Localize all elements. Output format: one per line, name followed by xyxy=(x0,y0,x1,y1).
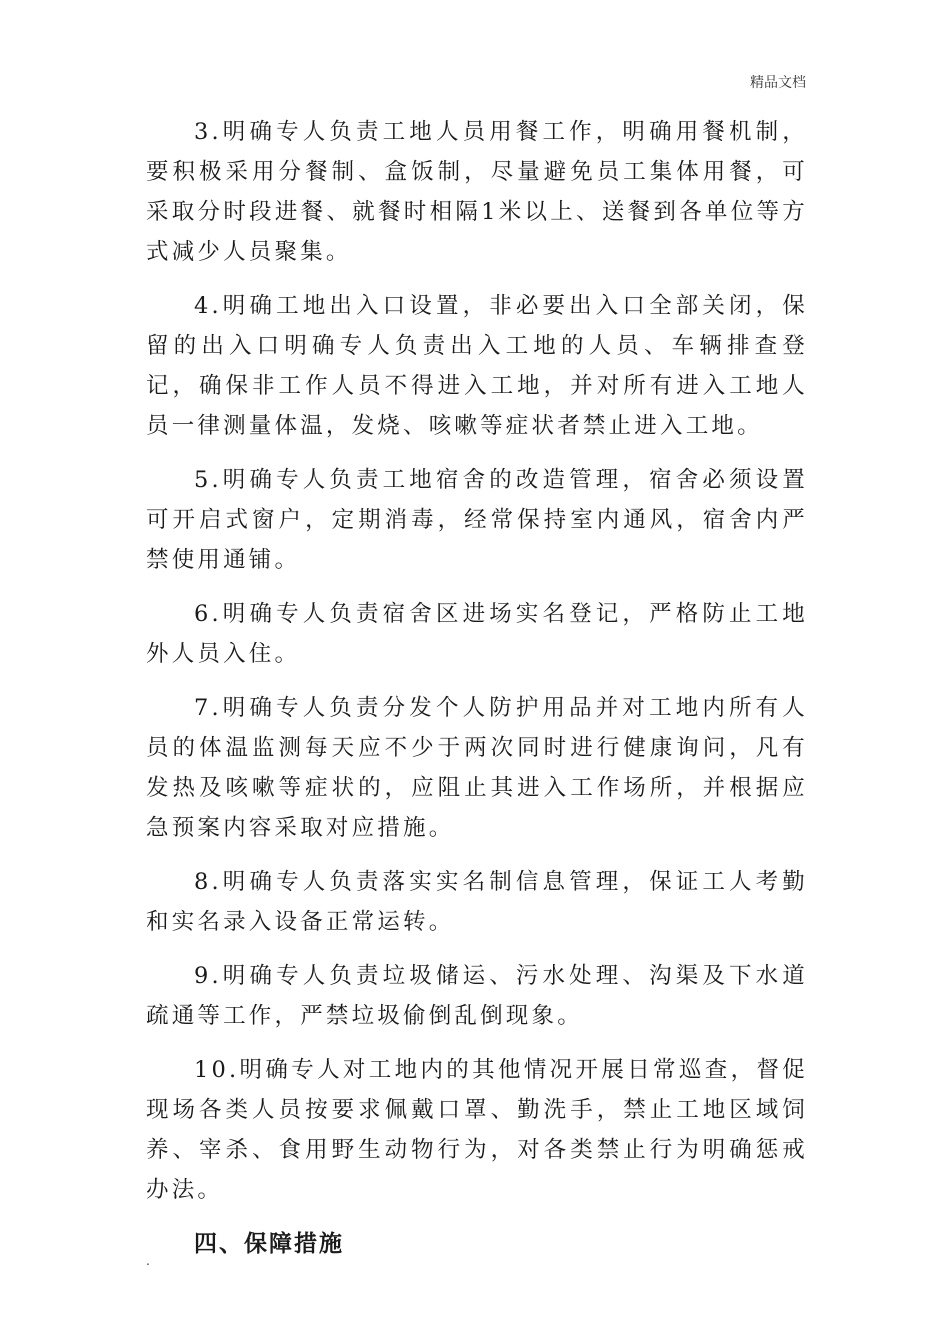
section-heading: 四、保障措施 xyxy=(194,1231,344,1257)
paragraph-item-8: 8.明确专人负责落实实名制信息管理，保证工人考勤和实名录入设备正常运转。 xyxy=(146,869,808,935)
paragraph-item-4: 4.明确工地出入口设置，非必要出入口全部关闭，保留的出入口明确专人负责出入工地的人员、车辆排查登记，确保非工作人员不得进入工地，并对所有进入工地人员一律测量体温，发烧、咳嗽等症状者禁止进入工地。 xyxy=(146,293,808,439)
paragraph-item-7: 7.明确专人负责分发个人防护用品并对工地内所有人员的体温监测每天应不少于两次同时进行健康询问，凡有发热及咳嗽等症状的，应阻止其进入工作场所，并根据应急预案内容采取对应措施。 xyxy=(146,695,808,841)
document-body xyxy=(146,112,808,1264)
page-header-mark: 精品文档 xyxy=(750,75,806,91)
paragraph-item-3: 3.明确专人负责工地人员用餐工作，明确用餐机制，要积极采用分餐制、盒饭制，尽量避免员工集体用餐，可采取分时段进餐、就餐时相隔1米以上、送餐到各单位等方式减少人员聚集。 xyxy=(146,119,808,265)
paragraph-item-6: 6.明确专人负责宿舍区进场实名登记，严格防止工地外人员入住。 xyxy=(146,601,808,667)
paragraph-item-10: 10.明确专人对工地内的其他情况开展日常巡查，督促现场各类人员按要求佩戴口罩、勤洗手，禁止工地区域饲养、宰杀、食用野生动物行为，对各类禁止行为明确惩戒办法。 xyxy=(146,1057,808,1203)
paragraph-item-5: 5.明确专人负责工地宿舍的改造管理，宿舍必须设置可开启式窗户，定期消毒，经常保持室内通风，宿舍内严禁使用通铺。 xyxy=(146,467,808,573)
page-footer-mark: . xyxy=(146,1254,150,1268)
paragraph-item-9: 9.明确专人负责垃圾储运、污水处理、沟渠及下水道疏通等工作，严禁垃圾偷倒乱倒现象。 xyxy=(146,963,808,1029)
